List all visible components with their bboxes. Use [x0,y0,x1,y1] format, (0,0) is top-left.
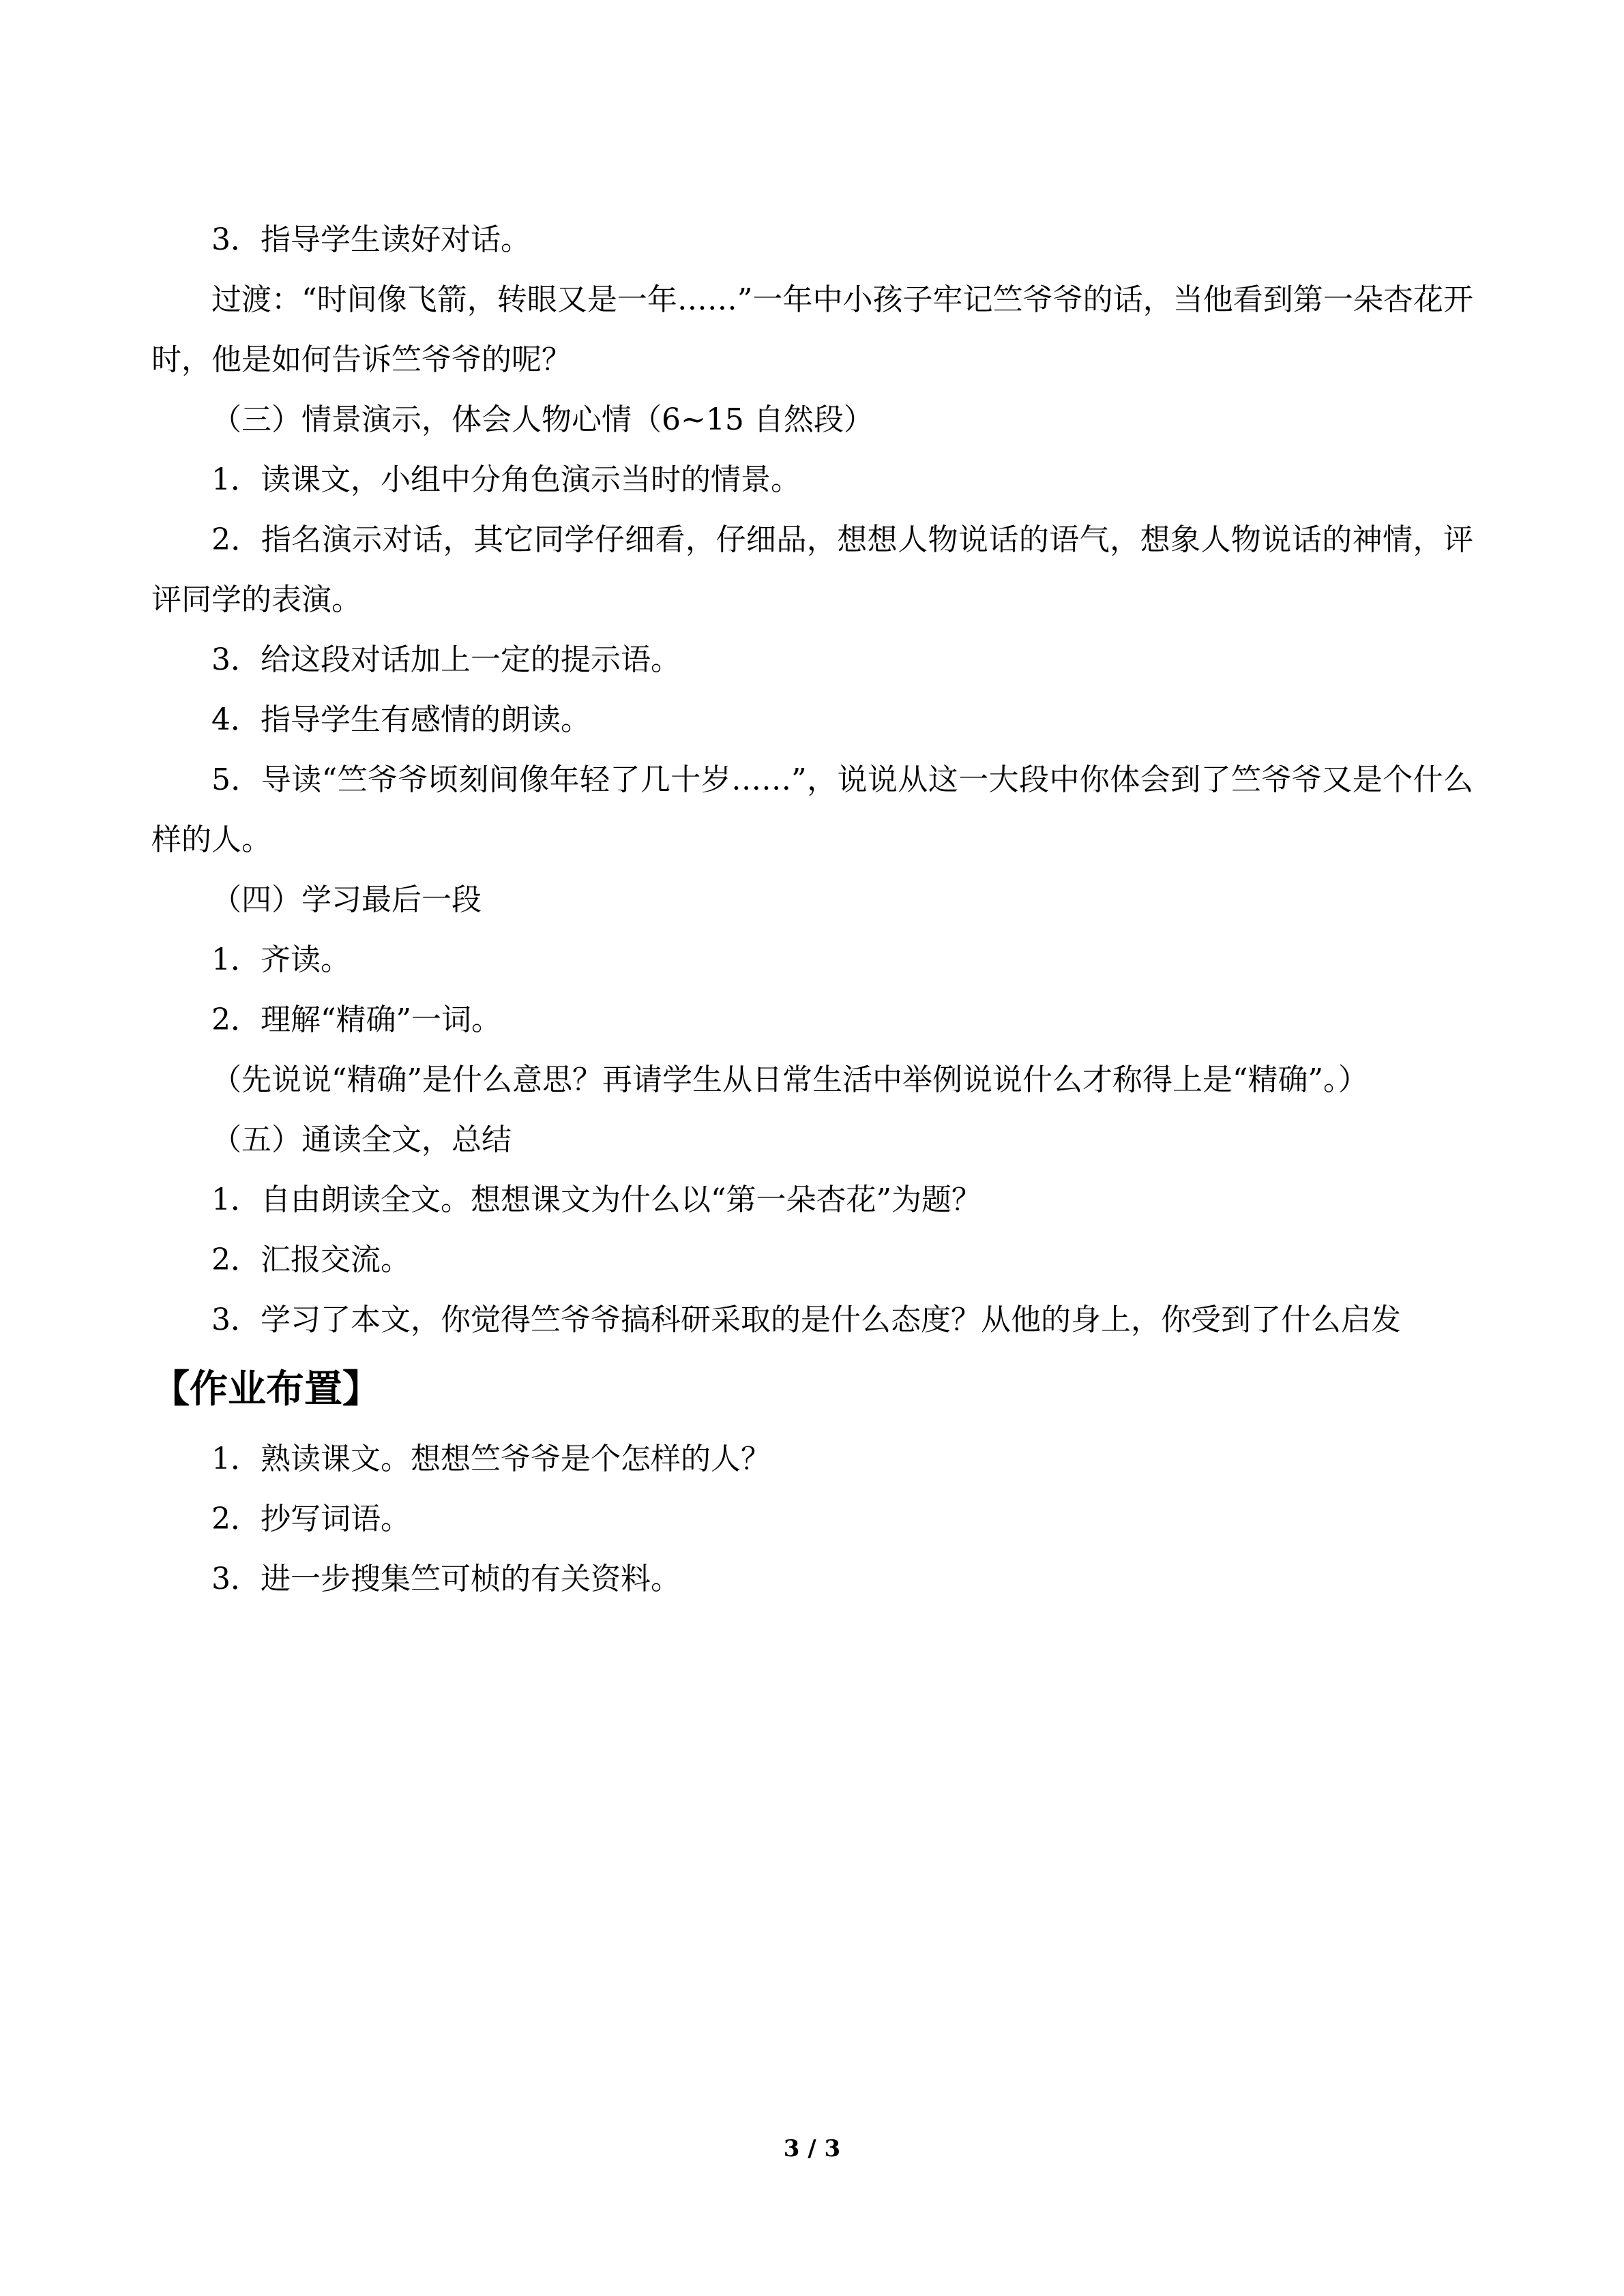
homework-item: 3．进一步搜集竺可桢的有关资料。 [211,1562,681,1596]
paragraph: 2．指名演示对话，其它同学仔细看，仔细品，想想人物说话的语气，想象人物说话的神情，评评同学的表演。 [151,522,1473,617]
homework-item: 2．抄写词语。 [211,1502,411,1536]
paragraph: 4．指导学生有感情的朗读。 [211,702,591,737]
homework-heading: 【作业布置】 [151,1367,381,1412]
paragraph: 1．读课文，小组中分角色演示当时的情景。 [211,462,801,497]
paragraph: （三）情景演示，体会人物心情（6~15 自然段） [211,402,874,437]
page-number: 3 / 3 [783,2135,841,2162]
paragraph: 1．齐读。 [211,942,351,977]
paragraph: 2．汇报交流。 [211,1242,411,1277]
paragraph: 过渡：“时间像飞箭，转眼又是一年……”一年中小孩子牢记竺爷爷的话，当他看到第一朵杏花开时，他是如何告诉竺爷爷的呢？ [151,282,1473,377]
paragraph: （先说说“精确”是什么意思？再请学生从日常生活中举例说说什么才称得上是“精确”。） [211,1062,1368,1097]
paragraph: 5．导读“竺爷爷顷刻间像年轻了几十岁……”，说说从这一大段中你体会到了竺爷爷又是个什么样的人。 [151,762,1473,857]
paragraph: 3．指导学生读好对话。 [211,222,531,257]
paragraph: （四）学习最后一段 [211,882,482,917]
paragraph: 1．自由朗读全文。想想课文为什么以“第一朵杏花”为题？ [211,1182,981,1217]
paragraph: （五）通读全文，总结 [211,1122,512,1157]
paragraph: 3．学习了本文，你觉得竺爷爷搞科研采取的是什么态度？从他的身上，你受到了什么启发 [211,1302,1401,1337]
homework-item: 1．熟读课文。想想竺爷爷是个怎样的人？ [211,1442,771,1476]
document-body [151,210,1473,1609]
paragraph: 3．给这段对话加上一定的提示语。 [211,642,681,677]
paragraph: 2．理解“精确”一词。 [211,1002,501,1037]
